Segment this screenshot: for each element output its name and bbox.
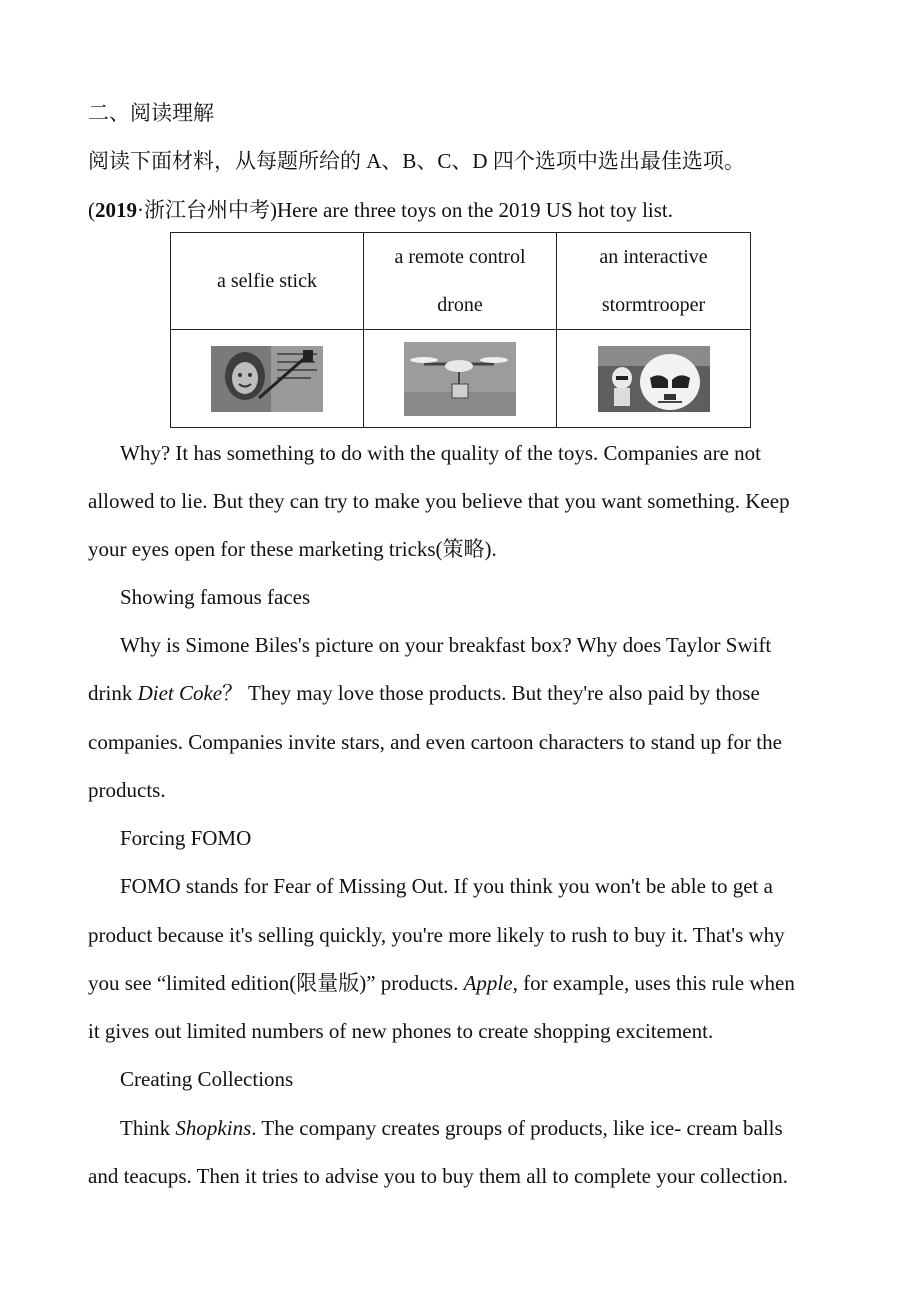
text-run: for example, uses this rule when <box>517 971 795 995</box>
text-run: ？ They may love those products. But they're also paid by those <box>222 681 760 705</box>
toy-name-cell <box>171 233 364 330</box>
toy-image-cell <box>557 330 751 428</box>
passage-intro: (2019·浙江台州中考)Here are three toys on the 2019 US hot toy list. <box>88 198 673 222</box>
section-title: 二、阅读理解 <box>88 101 214 125</box>
paragraph-line: Why? It has something to do with the quality of the toys. Companies are not <box>120 441 761 465</box>
text-run: you see “limited edition(限量版)” products. <box>88 971 464 995</box>
paragraph-line: your eyes open for these marketing tricks(策略). <box>88 537 497 561</box>
paragraph-line: product because it's selling quickly, you're more likely to rush to buy it. That's why <box>88 923 785 947</box>
toy-name-line2: drone <box>437 294 483 316</box>
paragraph-line <box>88 970 795 996</box>
brand-name: Shopkins <box>175 1116 252 1140</box>
paragraph-line: and teacups. Then it tries to advise you to buy them all to complete your collection. <box>88 1164 789 1188</box>
text-run: drink <box>88 681 138 705</box>
subheading: Creating Collections <box>120 1067 294 1091</box>
text-run: . The company creates groups of products, like ice- cream balls <box>251 1116 783 1140</box>
subheading: Forcing FOMO <box>120 826 252 850</box>
selfie-photo-icon <box>211 346 323 412</box>
source-place: ·浙江台州中考 <box>137 198 270 222</box>
paragraph-line: it gives out limited numbers of new phones to create shopping excitement. <box>88 1019 714 1043</box>
brand-name: Apple, <box>463 971 518 995</box>
paragraph-line: companies. Companies invite stars, and even cartoon characters to stand up for the <box>88 730 782 754</box>
subheading: Showing famous faces <box>120 585 311 609</box>
instruction: 阅读下面材料，从每题所给的 A、B、C、D 四个选项中选出最佳选项。 <box>88 149 745 173</box>
toy-image-cell <box>171 330 364 428</box>
stormtrooper-photo-icon <box>598 346 710 412</box>
paragraph-line <box>88 680 760 706</box>
intro-text: )Here are three toys on the 2019 US hot toy list. <box>270 198 673 222</box>
toy-table <box>170 232 751 428</box>
paragraph-line: FOMO stands for Fear of Missing Out. If you think you won't be able to get a <box>120 874 773 898</box>
paragraph-line: allowed to lie. But they can try to make you believe that you want something. Keep <box>88 489 790 513</box>
toy-name-cell <box>364 233 557 330</box>
drone-photo-icon <box>404 342 516 416</box>
paragraph-line: products. <box>88 778 166 802</box>
toy-image-cell <box>364 330 557 428</box>
toy-name-cell <box>557 233 751 330</box>
toy-name: an interactive <box>599 246 708 268</box>
toy-name-line2: stormtrooper <box>601 294 706 316</box>
brand-name: Diet Coke <box>137 681 223 705</box>
toy-name: a remote control <box>394 246 526 268</box>
source-year: 2019 <box>95 198 137 222</box>
paragraph-line <box>120 1115 783 1141</box>
toy-name: a selfie stick <box>217 270 317 292</box>
text-run: Think <box>120 1116 176 1140</box>
paragraph-line: Why is Simone Biles's picture on your breakfast box? Why does Taylor Swift <box>120 633 772 657</box>
